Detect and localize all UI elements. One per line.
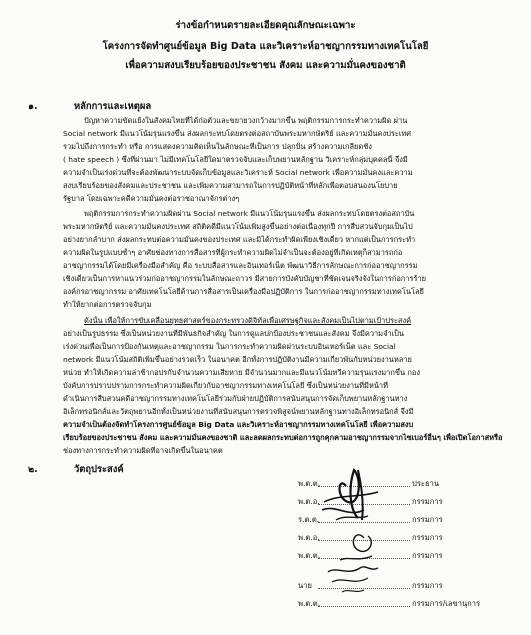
body-line: อิเล็กทรอนิกส์และวัตถุพยานอีกทั้งเป็นหน่วยงานที่สนับสนุนการตรวจพิสูจน์พยานหลักฐานทางอิเล็กทรอนิกส์ จึงมี [63, 407, 414, 416]
body-line: อย่างยากลำบาก ส่งผลกระทบต่อความมั่นคงของประเทศ และมิได้กระทำผิดเพียงเชิงเดี่ยว หากแต่เป็นการกระทำ [63, 235, 416, 244]
body-line: สงบเรียบร้อยของสังคมและประชาชน และเพิ่มความสามารถในการปฏิบัติหน้าที่หลักเพื่อตอบสนองนโยบาย [63, 181, 398, 190]
body-line: ดำเนินการสืบสวนคดีอาชญากรรมทางเทคโนโลยีร่วมกับฝ่ายปฏิบัติการสนับสนุนการจัดเก็บพยานหลักฐานทาง [63, 394, 408, 403]
body-line: เชิงเดี่ยวเป็นการหาแนวร่วมก่ออาชญากรรมในลักษณะถาวร มีสายการบังคับบัญชาที่ชัดเจนจริงจังในการก่อการร้าย [63, 274, 426, 283]
signatory-rank: พ.ต.ต. [298, 599, 321, 608]
body-line: ทำให้ยากต่อการตรวจจับกุม [63, 300, 152, 309]
body-line: ปัญหาความขัดแย้งในสังคมไทยที่ได้ก่อตัวและขยายวงกว้างมากขึ้น พฤติกรรมการกระทำความผิด ผ่าน [84, 116, 408, 125]
body-line: รัฐบาล โดยเฉพาะคดีความมั่นคงต่อราชอาณาจักรต่างๆ [63, 194, 240, 203]
signatory-role: กรรมการ [412, 497, 443, 506]
document-heading: ร่างข้อกำหนดรายละเอียดคุณลักษณะเฉพาะ [175, 20, 356, 31]
signatory-rank: พ.ต.ต. [298, 479, 321, 488]
body-line: ความจำเป็นต้องจัดทำโครงการศูนย์ข้อมูล Big Data และวิเคราะห์อาชญากรรมทางเทคโนโลยี เพื่อความสงบ [63, 420, 414, 429]
signatory-role: ประธาน [412, 479, 440, 488]
signatory-role: กรรมการ/เลขานุการ [412, 599, 481, 608]
body-line: บังคับการปราบปรามการกระทำความผิดเกี่ยวกับอาชญากรรมทางเทคโนโลยี ซึ่งเป็นหน่วยงานที่มีหน้าที่ [63, 381, 388, 390]
signatory-rank: ร.ต.ต. [298, 515, 320, 524]
project-subtitle: เพื่อความสงบเรียบร้อยของประชาชน สังคม และความมั่นคงของชาติ [125, 60, 406, 71]
body-line: ( hate speech ) ซึ่งที่ผ่านมา ไม่มีเทคโนโลยีใดมาตรวจจับและเก็บพยานหลักฐาน วิเคราะห์กลุ่มบุคคลนี้ จึงมี [63, 155, 408, 164]
body-line: Social network มีแนวโน้มรุนแรงขึ้น ส่งผลกระทบโดยตรงต่อสถาบันพระมหากษัตริย์ และความมั่นคงประเทศ [63, 129, 411, 138]
body-line: พระมหากษัตริย์ และความมั่นคงประเทศ สถิติคดีมีแนวโน้มเพิ่มสูงขึ้นอย่างต่อเนื่องทุกปี การสืบสวนจับกุมเป็นไป [63, 222, 413, 231]
signatory-rank: พ.ต.ต. [298, 551, 321, 560]
body-line: เรียบร้อยของประชาชน สังคม และความมั่นคงของชาติ และลดผลกระทบต่อการถูกคุกคามอาชญากรรมจากไซเบอร์อื่นๆ เพื่อเปิดโอกาสหรือ [63, 433, 503, 442]
body-line: ช่องทางการกระทำความผิดที่อาจเกิดขึ้นในอนาคต [63, 446, 223, 455]
body-line: องค์กรอาชญากรรม อาศัยเทคโนโลยีด้านการสื่อสารเป็นเครื่องมือปฏิบัติการ ในการก่ออาชญากรรมทางเทคโนโลยี [63, 287, 424, 296]
signatory-rank: พ.ต.อ. [298, 497, 320, 506]
signatory-role: กรรมการ [412, 533, 443, 542]
body-line: ดังนั้น เพื่อให้การขับเคลื่อนยุทธศาสตร์ของกระทรวงดิจิทัลเพื่อเศรษฐกิจและสังคมเป็นไปตามเป้าประสงค์ [84, 316, 412, 325]
section2-title: วัตถุประสงค์ [74, 464, 124, 475]
section1-number: ๑. [28, 101, 38, 112]
body-line: ความผิดในรูปแบบซ้ำๆ อาศัยช่องทางการสื่อสารที่ผู้กระทำความผิดไม่จำเป็นจะต้องอยู่ที่เกิดเหตุก็สามารถก่อ [63, 248, 403, 257]
signatory-role: กรรมการ [412, 581, 443, 590]
body-line: อาชญากรรมได้โดยมีเครื่องมือสำคัญ คือ ระบบสื่อสารและอินเทอร์เน็ต พัฒนาวิธีการลักษณะการก่ออาชญากรรม [63, 261, 418, 270]
handwritten-signatures [318, 458, 428, 608]
signatory-rank: พ.ต.อ. [298, 533, 320, 542]
body-line: อย่างเป็นรูปธรรม ซึ่งเป็นหน่วยงานที่มีพันธกิจสำคัญ ในการดูแลปกป้องประชาชนและสังคม จึงมีความจำเป็น [63, 329, 404, 338]
body-line: รวมไปถึงการกระทำ หรือ การแสดงความคิดเห็นในลักษณะที่เป็นการ ปลุกปั่น สร้างความเกลียดชัง [63, 142, 372, 151]
signatory-role: กรรมการ [412, 551, 443, 560]
section2-number: ๒. [28, 464, 38, 475]
section1-title: หลักการและเหตุผล [74, 101, 152, 112]
body-line: ความจำเป็นเร่งด่วนที่จะต้องพัฒนาระบบจัดเก็บข้อมูลและวิเคราะห์ Social network เพื่อความมั่นคงและความ [63, 168, 413, 177]
signatory-rank: นาย [298, 581, 312, 590]
body-line: พฤติกรรมการกระทำความผิดผ่าน Social network มีแนวโน้มรุนแรงขึ้น ส่งผลกระทบโดยตรงต่อสถาบัน [84, 209, 415, 218]
body-line: network มีแนวโน้มสถิติเพิ่มขึ้นอย่างรวดเร็ว ในอนาคต อีกทั้งการปฏิบัติงานมีความเกี่ยวพันกับหน่วยงานหลาย [63, 355, 412, 364]
project-title: โครงการจัดทำศูนย์ข้อมูล Big Data และวิเคราะห์อาชญากรรมทางเทคโนโลยี [102, 41, 429, 52]
body-line: เร่งด่วนเพื่อเป็นการป้องกันเหตุและอาชญากรรม ในการกระทำความผิดผ่านระบบอินเทอร์เน็ต และ Social [63, 342, 396, 351]
signatory-role: กรรมการ [412, 515, 443, 524]
body-line: หน่วย ทำให้เกิดความล่าช้ากอปรกับจำนวนความเสียหาย มีจำนวนมากและมีแนวโน้มทวีความรุนแรงมากขึ้น กอง [63, 368, 420, 377]
